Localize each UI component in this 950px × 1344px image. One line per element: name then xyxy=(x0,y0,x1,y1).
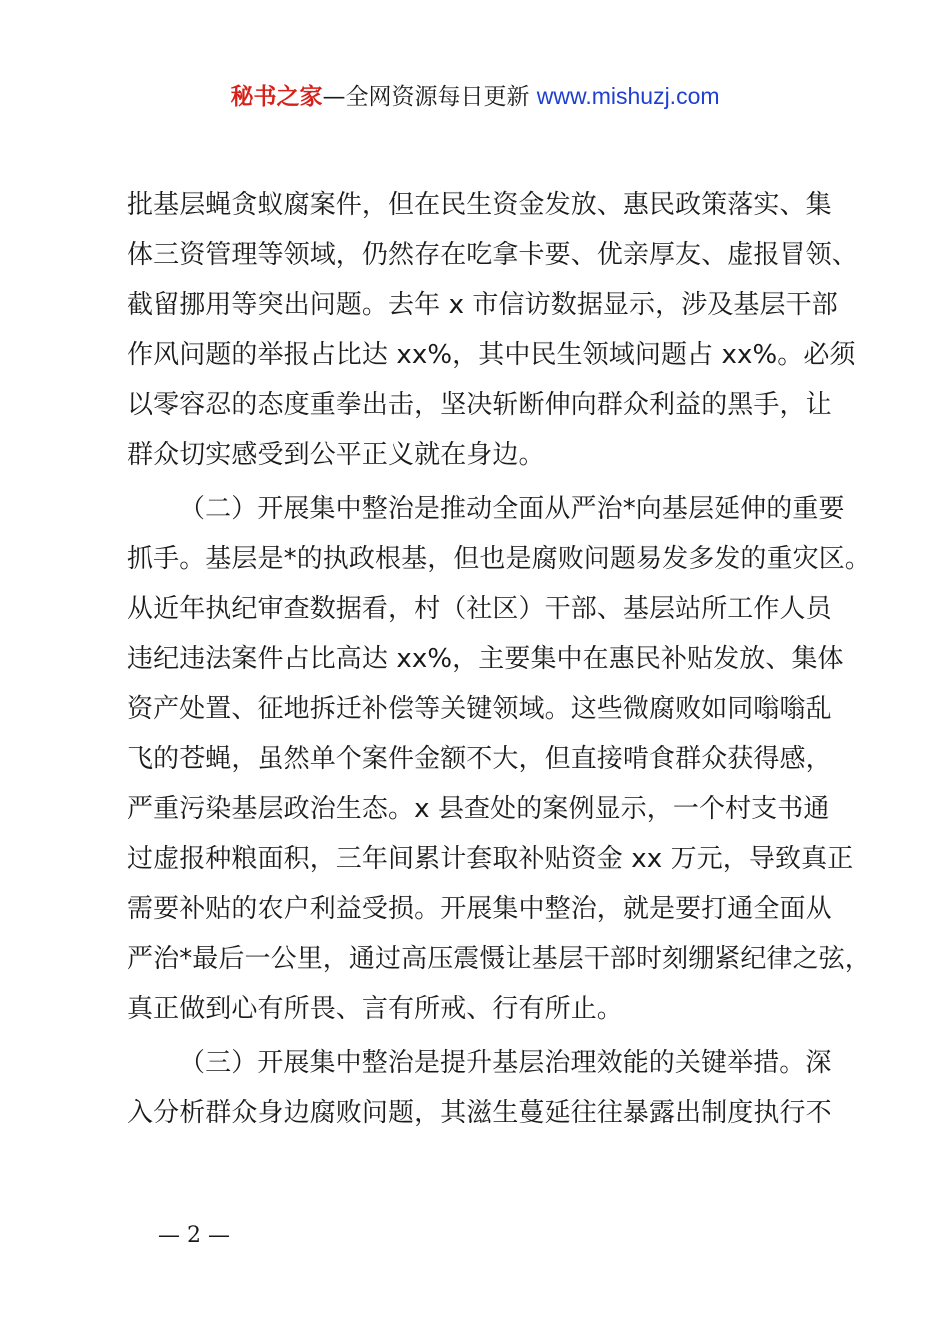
text-line: 体三资管理等领域，仍然存在吃拿卡要、优亲厚友、虚报冒领、 xyxy=(127,240,858,270)
text-line: 过虚报种粮面积，三年间累计套取补贴资金 xx 万元，导致真正 xyxy=(127,844,854,874)
brand-name: 秘书之家 xyxy=(230,84,323,110)
text-line: （三）开展集中整治是提升基层治理效能的关键举措。深 xyxy=(179,1048,832,1078)
site-url[interactable]: www.mishuzj.com xyxy=(536,83,720,109)
text-line: 抓手。基层是*的执政根基，但也是腐败问题易发多发的重灾区。 xyxy=(127,544,871,574)
paragraph xyxy=(127,484,871,1034)
text-line: 飞的苍蝇，虽然单个案件金额不大，但直接啃食群众获得感， xyxy=(127,744,832,774)
text-line: 资产处置、征地拆迁补偿等关键领域。这些微腐败如同嗡嗡乱 xyxy=(127,694,832,724)
text-line: 从近年执纪审查数据看，村（社区）干部、基层站所工作人员 xyxy=(127,594,832,624)
text-line: 违纪违法案件占比高达 xx%，主要集中在惠民补贴发放、集体 xyxy=(127,644,844,674)
page-number: — 2 — xyxy=(158,1223,230,1248)
text-line: 以零容忍的态度重拳出击，坚决斩断伸向群众利益的黑手，让 xyxy=(127,390,832,420)
text-line: 严治*最后一公里，通过高压震慑让基层干部时刻绷紧纪律之弦， xyxy=(127,944,871,974)
document-body xyxy=(127,180,871,1138)
text-line: 入分析群众身边腐败问题，其滋生蔓延往往暴露出制度执行不 xyxy=(127,1098,832,1128)
header-slogan: —全网资源每日更新 xyxy=(322,84,530,110)
text-line: 群众切实感受到公平正义就在身边。 xyxy=(127,440,545,470)
text-line: 截留挪用等突出问题。去年 x 市信访数据显示，涉及基层干部 xyxy=(127,290,838,320)
paragraph xyxy=(127,180,858,480)
site-header xyxy=(0,78,950,115)
text-line: 作风问题的举报占比达 xx%，其中民生领域问题占 xx%。必须 xyxy=(127,340,856,370)
paragraph xyxy=(127,1038,839,1138)
text-line: 真正做到心有所畏、言有所戒、行有所止。 xyxy=(127,994,623,1024)
text-line: 批基层蝇贪蚁腐案件，但在民生资金发放、惠民政策落实、集 xyxy=(127,190,832,220)
text-line: 严重污染基层政治生态。x 县查处的案例显示，一个村支书通 xyxy=(127,794,830,824)
text-line: 需要补贴的农户利益受损。开展集中整治，就是要打通全面从 xyxy=(127,894,832,924)
text-line: （二）开展集中整治是推动全面从严治*向基层延伸的重要 xyxy=(179,494,845,524)
